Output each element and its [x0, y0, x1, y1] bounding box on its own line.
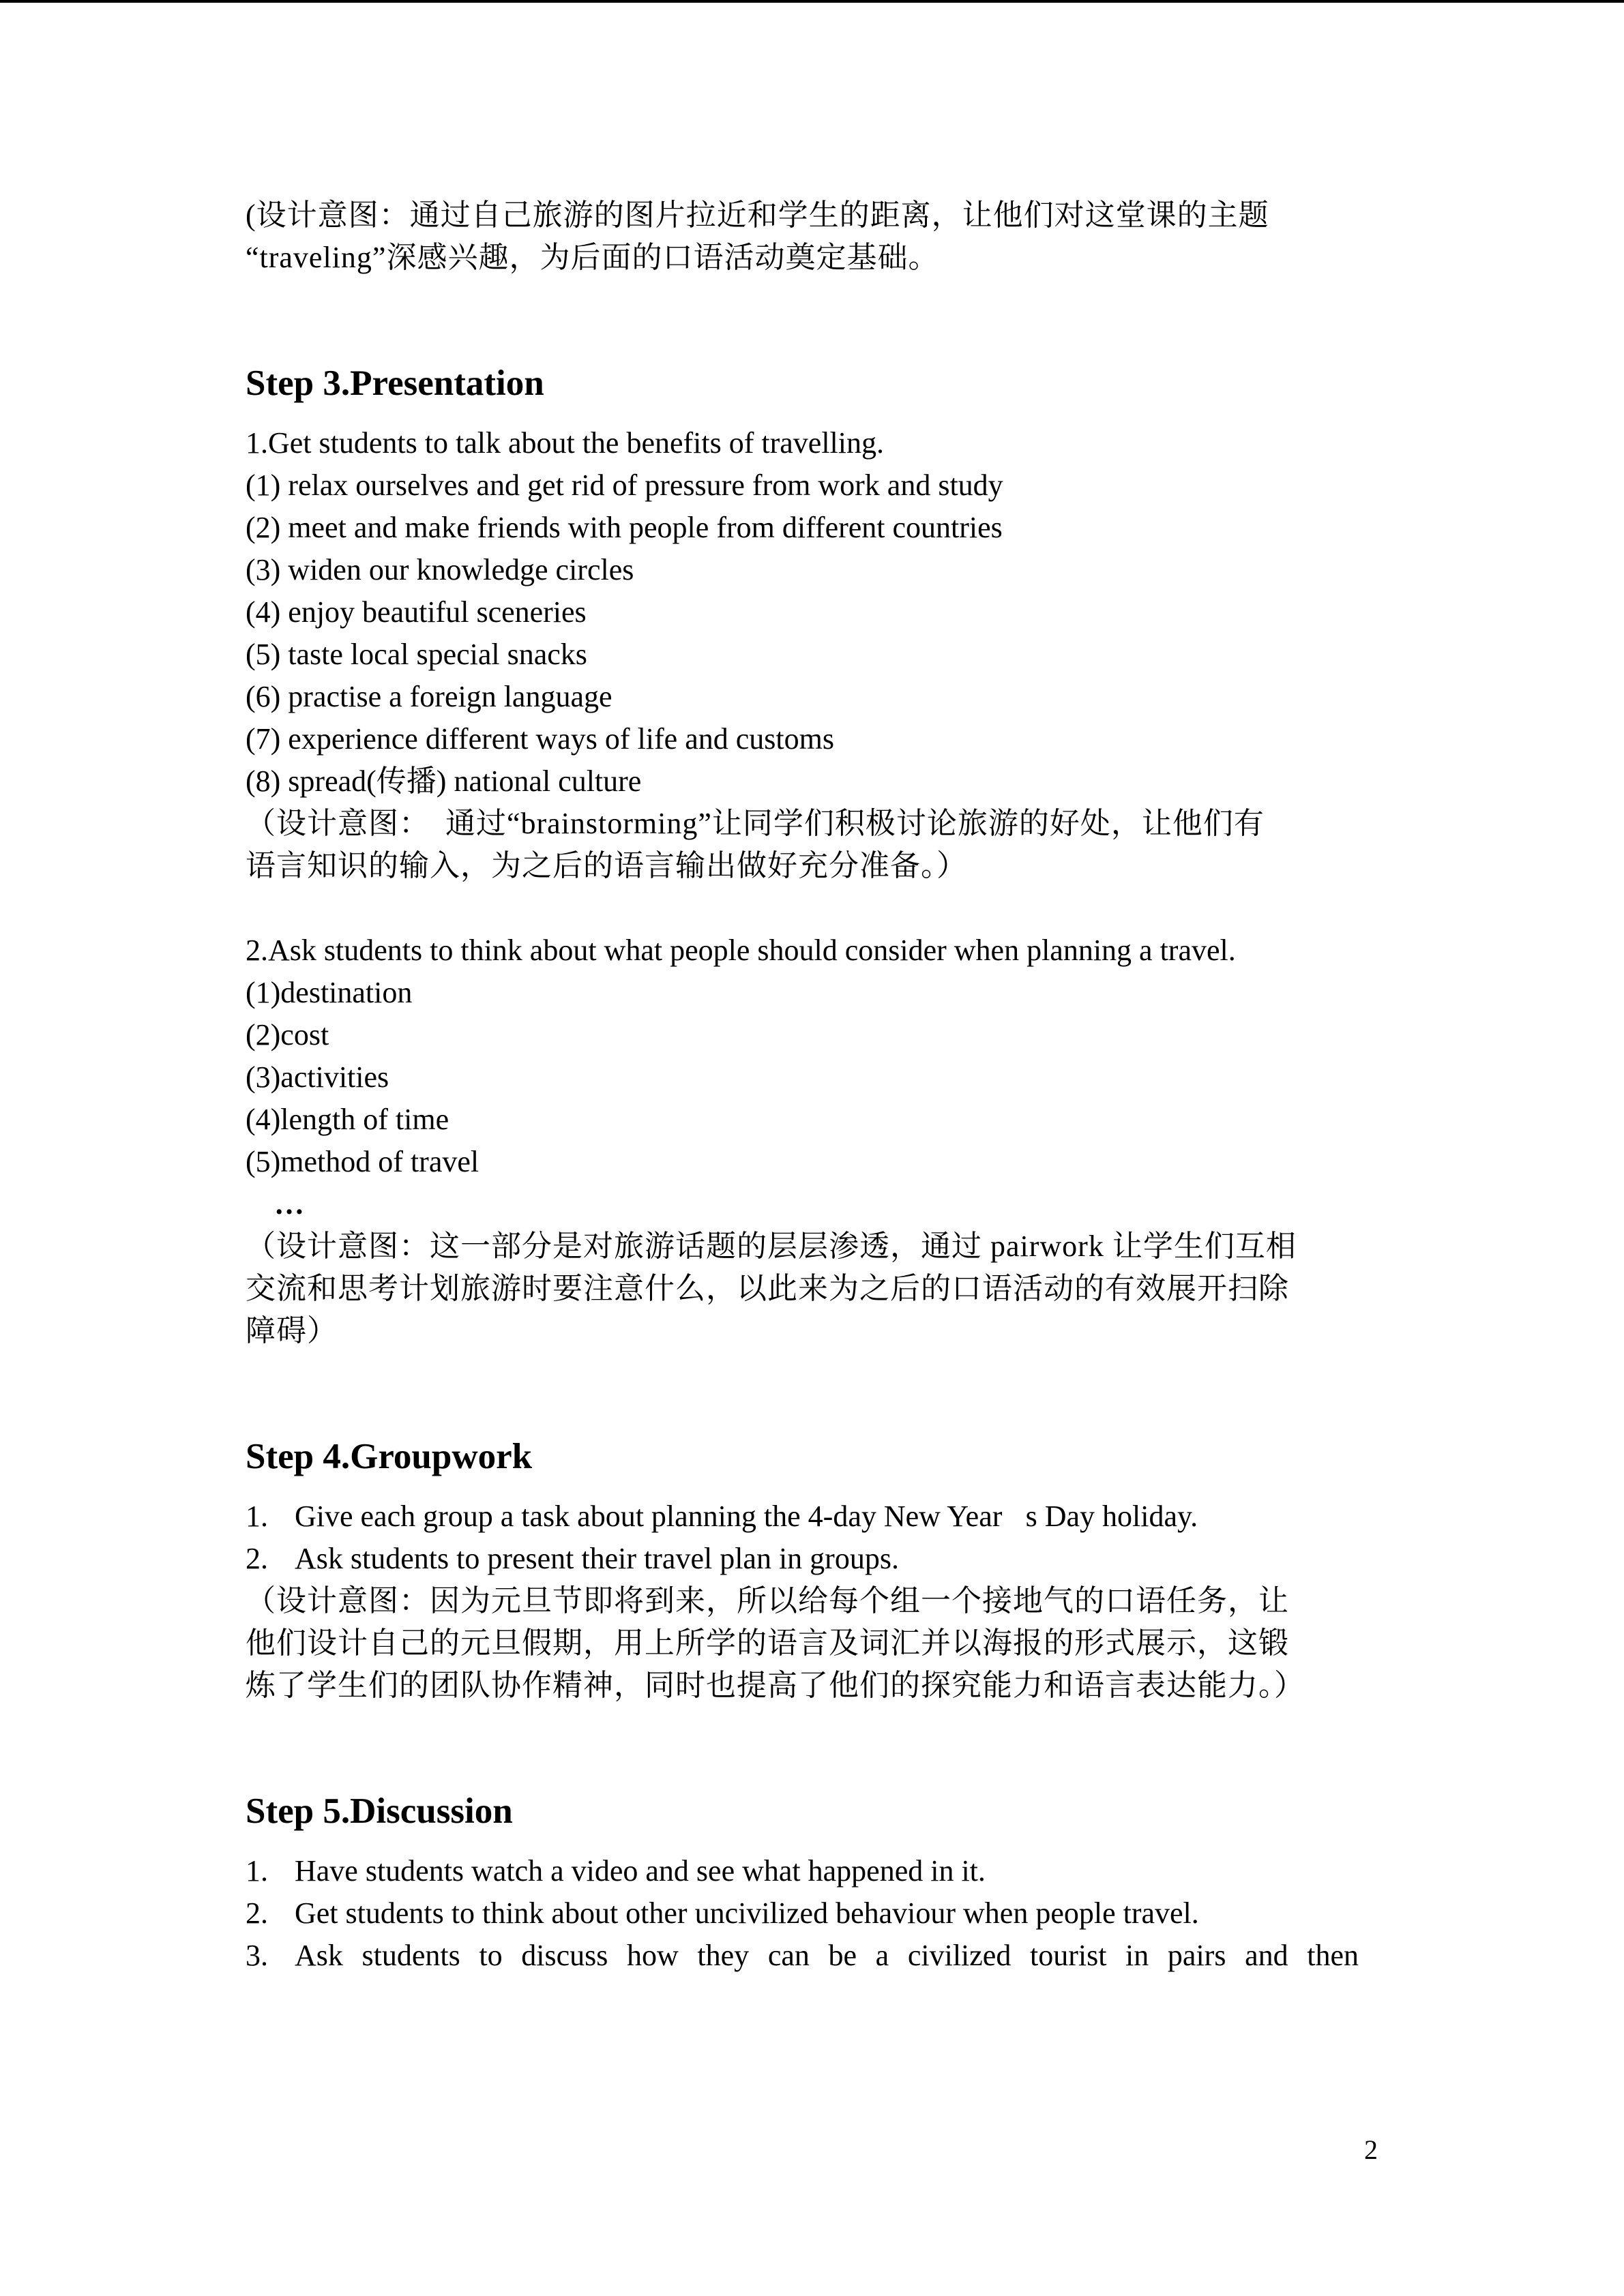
page-number: 2: [1364, 2134, 1378, 2165]
list-item: (6) practise a foreign language: [246, 680, 612, 713]
page-top-border: [0, 0, 1624, 3]
step3-note2-line-3: 障碍）: [246, 1314, 338, 1347]
list-item: (8) spread(传播) national culture: [246, 764, 642, 798]
list-item: [246, 1538, 1378, 1580]
item-number: 1.: [246, 1854, 268, 1888]
list-item: [246, 1850, 1378, 1892]
list-item: (5)method of travel: [246, 1145, 479, 1178]
document-body: [246, 194, 1378, 1977]
item-text: Give each group a task about planning the 4-day New Year s Day holiday.: [295, 1500, 1198, 1533]
benefits-list: [246, 464, 1378, 803]
step3-note2-line-2: 交流和思考计划旅游时要注意什么，以此来为之后的口语活动的有效展开扫除: [246, 1272, 1289, 1305]
item-number: 1.: [246, 1500, 268, 1533]
item-text: Get students to think about other uncivilized behaviour when people travel.: [295, 1896, 1199, 1930]
step4-note-line-1: （设计意图：因为元旦节即将到来，所以给每个组一个接地气的口语任务，让: [246, 1584, 1289, 1617]
list-item: (2)cost: [246, 1018, 329, 1052]
list-item: (5) taste local special snacks: [246, 638, 587, 671]
step4-list: [246, 1495, 1378, 1580]
list-item: [246, 1935, 1378, 1977]
step3-part2-intro: 2.Ask students to think about what people should consider when planning a travel.: [246, 934, 1236, 967]
item-number: 2.: [246, 1896, 268, 1930]
step3-heading: Step 3.Presentation: [246, 363, 544, 403]
step5-heading: Step 5.Discussion: [246, 1791, 513, 1831]
item-text: Ask students to discuss how they can be a civilized tourist in pairs and then: [295, 1939, 1359, 1972]
item-text: Have students watch a video and see what happened in it.: [295, 1854, 986, 1888]
item-number: 3.: [246, 1939, 268, 1972]
list-item: (4)length of time: [246, 1103, 449, 1136]
step3-note1-line-1: （设计意图： 通过“brainstorming”让同学们积极讨论旅游的好处，让他们有: [246, 807, 1265, 840]
step4-note-line-2: 他们设计自己的元旦假期，用上所学的语言及词汇并以海报的形式展示，这锻: [246, 1626, 1289, 1660]
item-number: 2.: [246, 1542, 268, 1575]
considerations-list: [246, 972, 1378, 1183]
item-text: Ask students to present their travel plan in groups.: [295, 1542, 899, 1575]
list-item: [246, 1892, 1378, 1935]
intro-note-line-2: “traveling”深感兴趣，为后面的口语活动奠定基础。: [246, 241, 939, 274]
step3-note1-line-2: 语言知识的输入，为之后的语言输出做好充分准备。）: [246, 849, 967, 882]
list-item: (4) enjoy beautiful sceneries: [246, 595, 587, 629]
list-item: (2) meet and make friends with people from different countries: [246, 511, 1003, 544]
step3-part1-intro: 1.Get students to talk about the benefits of travelling.: [246, 426, 885, 460]
step3-note2-line-1: （设计意图：这一部分是对旅游话题的层层渗透，通过 pairwork 让学生们互相: [246, 1229, 1297, 1263]
step5-list: [246, 1850, 1378, 1977]
list-item: (3) widen our knowledge circles: [246, 553, 634, 586]
list-item: (1) relax ourselves and get rid of pressure from work and study: [246, 468, 1003, 502]
step4-heading: Step 4.Groupwork: [246, 1437, 533, 1476]
list-item: (3)activities: [246, 1060, 389, 1094]
list-ellipsis: …: [274, 1187, 304, 1221]
list-item: [246, 1495, 1378, 1538]
intro-note-line-1: (设计意图：通过自己旅游的图片拉近和学生的距离，让他们对这堂课的主题: [246, 198, 1269, 232]
step4-note-line-3: 炼了学生们的团队协作精神，同时也提高了他们的探究能力和语言表达能力。）: [246, 1669, 1305, 1702]
list-item: (1)destination: [246, 976, 413, 1009]
list-item: (7) experience different ways of life and customs: [246, 722, 834, 756]
